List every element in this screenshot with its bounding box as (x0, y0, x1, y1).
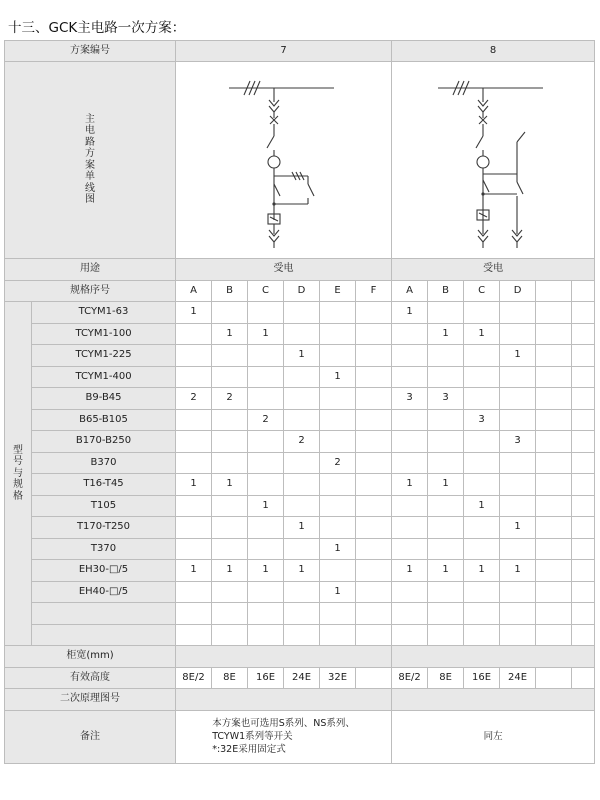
cell-value (500, 366, 536, 388)
usage-row (5, 259, 595, 281)
model-name: B170-B250 (32, 431, 176, 453)
diagram-row (5, 62, 595, 259)
remark-line: *:32E采用固定式 (212, 744, 286, 755)
cell-value (212, 495, 248, 517)
table-row (5, 474, 595, 496)
cell-value (428, 624, 464, 646)
model-name: TCYM1-400 (32, 366, 176, 388)
cell-value (356, 388, 392, 410)
cell-value: 1 (176, 302, 212, 324)
table-row (5, 624, 595, 646)
cell-value (248, 345, 284, 367)
cell-value (284, 302, 320, 324)
table-row (5, 560, 595, 582)
table-row (5, 538, 595, 560)
cell-value: 2 (176, 388, 212, 410)
table-row (5, 302, 595, 324)
secondary-diagram-label: 二次原理图号 (5, 689, 176, 711)
cell-value (464, 431, 500, 453)
cell-value (320, 323, 356, 345)
cell-value: 1 (500, 517, 536, 539)
cell-value (176, 538, 212, 560)
scheme-number-8: 8 (392, 41, 595, 62)
cell-value (248, 302, 284, 324)
cell-value (536, 624, 572, 646)
cell-value (428, 366, 464, 388)
model-name: T16-T45 (32, 474, 176, 496)
cell-value: 1 (320, 366, 356, 388)
cell-value (212, 452, 248, 474)
cell-value: 1 (320, 581, 356, 603)
spec-seq-row (5, 280, 595, 302)
cell-value: 1 (248, 560, 284, 582)
cell-value (284, 474, 320, 496)
cell-value (284, 581, 320, 603)
cell-value (356, 517, 392, 539)
model-name: B370 (32, 452, 176, 474)
table-row (5, 517, 595, 539)
height-value: 16E (464, 667, 500, 689)
cell-value (572, 409, 595, 431)
height-value: 24E (500, 667, 536, 689)
cell-value (248, 366, 284, 388)
cabinet-width-row (5, 646, 595, 668)
cell-value (500, 302, 536, 324)
cell-value (176, 495, 212, 517)
cell-value: 1 (176, 474, 212, 496)
cell-value (464, 345, 500, 367)
cabinet-width-7 (176, 646, 392, 668)
cell-value (500, 495, 536, 517)
cell-value (536, 388, 572, 410)
cell-value (284, 409, 320, 431)
cell-value: 1 (428, 560, 464, 582)
cell-value (248, 603, 284, 625)
cell-value: 1 (392, 560, 428, 582)
remark-line: 同左 (483, 731, 503, 742)
model-name: T105 (32, 495, 176, 517)
model-name: B65-B105 (32, 409, 176, 431)
cell-value: 1 (176, 560, 212, 582)
cell-value (572, 388, 595, 410)
cell-value (392, 431, 428, 453)
cell-value (356, 431, 392, 453)
cell-value (536, 345, 572, 367)
cell-value (356, 366, 392, 388)
cell-value (176, 603, 212, 625)
cell-value (356, 345, 392, 367)
cell-value (248, 474, 284, 496)
cell-value (356, 495, 392, 517)
cell-value (320, 474, 356, 496)
cell-value (356, 409, 392, 431)
spec-col-8-3: D (500, 280, 536, 302)
cell-value (176, 409, 212, 431)
spec-col-8-4 (536, 280, 572, 302)
spec-col-8-5 (572, 280, 595, 302)
cell-value: 1 (392, 474, 428, 496)
cell-value (428, 517, 464, 539)
cell-value (320, 624, 356, 646)
cell-value (536, 452, 572, 474)
table-row (5, 452, 595, 474)
cell-value (356, 452, 392, 474)
cell-value (500, 388, 536, 410)
cell-value (356, 538, 392, 560)
cell-value: 1 (428, 474, 464, 496)
cell-value: 1 (464, 495, 500, 517)
cabinet-width-label: 柜宽(mm) (5, 646, 176, 668)
scheme-table (4, 40, 595, 764)
cell-value (464, 474, 500, 496)
cell-value (500, 409, 536, 431)
table-row (5, 345, 595, 367)
cell-value (392, 603, 428, 625)
cell-value: 2 (320, 452, 356, 474)
scheme-number-label: 方案编号 (5, 41, 176, 62)
cell-value (356, 323, 392, 345)
spec-col-7-2: C (248, 280, 284, 302)
cabinet-width-8 (392, 646, 595, 668)
cell-value (500, 474, 536, 496)
height-value: 8E/2 (176, 667, 212, 689)
cell-value (428, 345, 464, 367)
cell-value (428, 603, 464, 625)
usage-7: 受电 (176, 259, 392, 281)
cell-value (464, 624, 500, 646)
cell-value (536, 560, 572, 582)
cell-value (176, 323, 212, 345)
cell-value (212, 431, 248, 453)
single-line-diagram-8 (392, 62, 595, 259)
cell-value (464, 603, 500, 625)
single-line-diagram-7 (176, 62, 392, 259)
table-row (5, 366, 595, 388)
spec-col-8-0: A (392, 280, 428, 302)
cell-value (392, 517, 428, 539)
cell-value: 1 (212, 474, 248, 496)
height-value (572, 667, 595, 689)
cell-value (320, 388, 356, 410)
cell-value (392, 495, 428, 517)
cell-value (392, 409, 428, 431)
spec-col-7-1: B (212, 280, 248, 302)
cell-value (536, 517, 572, 539)
secondary-diagram-row (5, 689, 595, 711)
model-name: EH40-□/5 (32, 581, 176, 603)
usage-8: 受电 (392, 259, 595, 281)
cell-value: 1 (500, 345, 536, 367)
cell-value (536, 603, 572, 625)
cell-value: 1 (320, 538, 356, 560)
cell-value (212, 366, 248, 388)
cell-value (284, 495, 320, 517)
spec-col-7-0: A (176, 280, 212, 302)
cell-value (176, 431, 212, 453)
cell-value (392, 366, 428, 388)
cell-value (536, 323, 572, 345)
cell-value: 1 (212, 323, 248, 345)
cell-value (464, 388, 500, 410)
spec-col-7-3: D (284, 280, 320, 302)
cell-value (428, 495, 464, 517)
cell-value (536, 495, 572, 517)
cell-value (248, 538, 284, 560)
cell-value (320, 409, 356, 431)
cell-value (176, 517, 212, 539)
cell-value (212, 345, 248, 367)
height-value: 24E (284, 667, 320, 689)
cell-value (176, 345, 212, 367)
cell-value: 3 (428, 388, 464, 410)
diagram-label: 主电路方案单线图 (5, 62, 176, 259)
cell-value (320, 302, 356, 324)
cell-value (356, 624, 392, 646)
cell-value (212, 517, 248, 539)
cell-value: 2 (212, 388, 248, 410)
cell-value (500, 603, 536, 625)
cell-value (320, 431, 356, 453)
height-value (536, 667, 572, 689)
cell-value (572, 366, 595, 388)
cell-value (248, 624, 284, 646)
page-title: 十三、GCK主电路一次方案： (8, 20, 186, 36)
table-row (5, 603, 595, 625)
cell-value (536, 409, 572, 431)
cell-value (500, 323, 536, 345)
table-row (5, 409, 595, 431)
cell-value (320, 603, 356, 625)
cell-value (356, 603, 392, 625)
cell-value (248, 581, 284, 603)
model-name (32, 624, 176, 646)
cell-value (284, 323, 320, 345)
cell-value (356, 474, 392, 496)
cell-value: 1 (464, 560, 500, 582)
spec-col-7-5: F (356, 280, 392, 302)
cell-value: 1 (392, 302, 428, 324)
cell-value (248, 452, 284, 474)
cell-value (572, 345, 595, 367)
cell-value (248, 388, 284, 410)
remark-line: TCYW1系列等开关 (212, 731, 293, 742)
cell-value (428, 452, 464, 474)
remark-line: 本方案也可选用S系列、NS系列、 (212, 718, 355, 729)
cell-value (464, 517, 500, 539)
cell-value (356, 302, 392, 324)
cell-value (572, 431, 595, 453)
model-name: EH30-□/5 (32, 560, 176, 582)
spec-col-8-2: C (464, 280, 500, 302)
cell-value (212, 409, 248, 431)
cell-value (572, 560, 595, 582)
cell-value (392, 538, 428, 560)
table-row (5, 495, 595, 517)
effective-height-row (5, 667, 595, 689)
scheme-number-row (5, 41, 595, 62)
cell-value (176, 624, 212, 646)
cell-value (212, 302, 248, 324)
cell-value (284, 452, 320, 474)
cell-value (572, 517, 595, 539)
cell-value (248, 517, 284, 539)
cell-value (320, 517, 356, 539)
cell-value: 3 (392, 388, 428, 410)
model-name: TCYM1-225 (32, 345, 176, 367)
usage-label: 用途 (5, 259, 176, 281)
cell-value (464, 366, 500, 388)
model-name: T370 (32, 538, 176, 560)
secondary-diagram-8 (392, 689, 595, 711)
cell-value (392, 345, 428, 367)
spec-col-8-1: B (428, 280, 464, 302)
remarks-label: 备注 (5, 710, 176, 763)
cell-value (572, 323, 595, 345)
cell-value (464, 538, 500, 560)
cell-value (536, 581, 572, 603)
cell-value (176, 366, 212, 388)
model-name: B9-B45 (32, 388, 176, 410)
diagram-8-svg (433, 70, 553, 250)
cell-value (392, 624, 428, 646)
cell-value: 3 (464, 409, 500, 431)
spec-seq-label: 规格序号 (5, 280, 176, 302)
cell-value: 1 (284, 345, 320, 367)
cell-value (464, 302, 500, 324)
cell-value (572, 603, 595, 625)
cell-value: 1 (428, 323, 464, 345)
table-row (5, 323, 595, 345)
model-name: TCYM1-63 (32, 302, 176, 324)
diagram-7-svg (224, 70, 344, 250)
cell-value (572, 495, 595, 517)
cell-value (428, 302, 464, 324)
cell-value: 1 (284, 517, 320, 539)
cell-value (284, 603, 320, 625)
cell-value (572, 624, 595, 646)
cell-value (536, 474, 572, 496)
cell-value: 1 (212, 560, 248, 582)
model-group-label: 型号与规格 (5, 302, 32, 646)
remarks-8 (392, 710, 595, 763)
cell-value (320, 345, 356, 367)
cell-value (176, 452, 212, 474)
cell-value (356, 560, 392, 582)
cell-value (536, 538, 572, 560)
cell-value: 1 (248, 323, 284, 345)
spec-col-7-4: E (320, 280, 356, 302)
secondary-diagram-7 (176, 689, 392, 711)
height-value: 8E (428, 667, 464, 689)
height-value (356, 667, 392, 689)
cell-value (392, 452, 428, 474)
cell-value (392, 581, 428, 603)
remarks-row (5, 710, 595, 763)
remarks-7 (176, 710, 392, 763)
cell-value (572, 474, 595, 496)
cell-value (284, 624, 320, 646)
cell-value (428, 431, 464, 453)
height-value: 8E (212, 667, 248, 689)
cell-value (428, 538, 464, 560)
cell-value (212, 538, 248, 560)
table-row (5, 431, 595, 453)
height-value: 32E (320, 667, 356, 689)
cell-value: 2 (248, 409, 284, 431)
model-name: T170-T250 (32, 517, 176, 539)
effective-height-label: 有效高度 (5, 667, 176, 689)
cell-value: 2 (284, 431, 320, 453)
cell-value (464, 581, 500, 603)
cell-value (500, 624, 536, 646)
cell-value: 1 (248, 495, 284, 517)
cell-value (428, 581, 464, 603)
cell-value (248, 431, 284, 453)
cell-value: 1 (284, 560, 320, 582)
cell-value (392, 323, 428, 345)
cell-value (284, 366, 320, 388)
cell-value (212, 581, 248, 603)
model-name (32, 603, 176, 625)
height-value: 16E (248, 667, 284, 689)
cell-value (356, 581, 392, 603)
cell-value (500, 581, 536, 603)
table-row (5, 581, 595, 603)
cell-value (572, 302, 595, 324)
cell-value: 3 (500, 431, 536, 453)
cell-value (536, 366, 572, 388)
cell-value (500, 452, 536, 474)
cell-value (176, 581, 212, 603)
cell-value (284, 388, 320, 410)
cell-value (320, 560, 356, 582)
cell-value (500, 538, 536, 560)
model-name: TCYM1-100 (32, 323, 176, 345)
scheme-number-7: 7 (176, 41, 392, 62)
table-row (5, 388, 595, 410)
cell-value (572, 538, 595, 560)
cell-value (464, 452, 500, 474)
cell-value (212, 603, 248, 625)
cell-value: 1 (500, 560, 536, 582)
cell-value (572, 452, 595, 474)
cell-value (284, 538, 320, 560)
height-value: 8E/2 (392, 667, 428, 689)
cell-value (428, 409, 464, 431)
cell-value (320, 495, 356, 517)
cell-value (536, 431, 572, 453)
cell-value (536, 302, 572, 324)
cell-value (212, 624, 248, 646)
cell-value: 1 (464, 323, 500, 345)
cell-value (572, 581, 595, 603)
